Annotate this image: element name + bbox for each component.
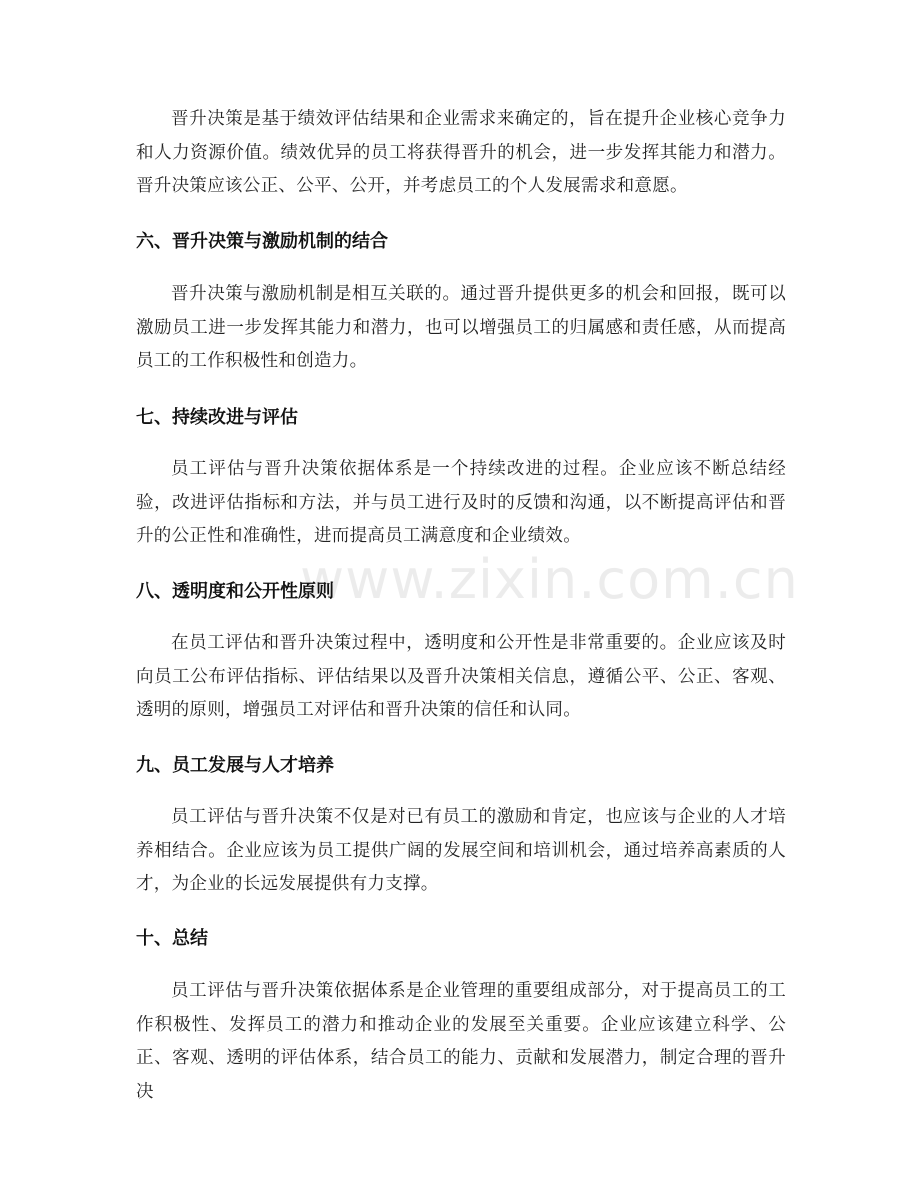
section-heading-7: 七、持续改进与评估 xyxy=(136,407,298,428)
section-paragraph-6: 晋升决策与激励机制是相互关联的。通过晋升提供更多的机会和回报，既可以激励员工进一步发挥其能力和潜力，也可以增强员工的归属感和责任感，从而提高员工的工作积极性和创造力。 xyxy=(136,284,786,371)
section-9-body xyxy=(136,801,786,902)
section-paragraph-9: 员工评估与晋升决策不仅是对已有员工的激励和肯定，也应该与企业的人才培养相结合。企业应该为员工提供广阔的发展空间和培训机会，通过培养高素质的人才，为企业的长远发展提供有力支撑。 xyxy=(136,807,786,894)
section-heading-6: 六、晋升决策与激励机制的结合 xyxy=(136,231,388,252)
watermark: www.zixin.com.cn xyxy=(300,548,799,611)
intro-block xyxy=(136,103,786,204)
section-paragraph-8: 在员工评估和晋升决策过程中，透明度和公开性是非常重要的。企业应该及时向员工公布评估指标、评估结果以及晋升决策相关信息，遵循公平、公正、客观、透明的原则，增强员工对评估和晋升决策的信任和认同。 xyxy=(136,633,786,720)
section-paragraph-10: 员工评估与晋升决策依据体系是企业管理的重要组成部分，对于提高员工的工作积极性、发挥员工的潜力和推动企业的发展至关重要。企业应该建立科学、公正、客观、透明的评估体系，结合员工的能力、贡献和发展潜力，制定合理的晋升决 xyxy=(136,981,786,1102)
section-heading-10: 十、总结 xyxy=(136,928,208,949)
section-10-body xyxy=(136,975,786,1109)
section-paragraph-7: 员工评估与晋升决策依据体系是一个持续改进的过程。企业应该不断总结经验，改进评估指标和方法，并与员工进行及时的反馈和沟通，以不断提高评估和晋升的公正性和准确性，进而提高员工满意度和企业绩效。 xyxy=(136,459,786,546)
section-9-heading-block xyxy=(136,753,786,779)
intro-paragraph: 晋升决策是基于绩效评估结果和企业需求来确定的，旨在提升企业核心竞争力和人力资源价值。绩效优异的员工将获得晋升的机会，进一步发挥其能力和潜力。晋升决策应该公正、公平、公开，并考虑员工的个人发展需求和意愿。 xyxy=(136,109,786,196)
section-7-heading-block xyxy=(136,405,786,431)
section-7-body xyxy=(136,453,786,554)
section-10-heading-block xyxy=(136,926,786,952)
section-6-body xyxy=(136,278,786,379)
section-8-heading-block xyxy=(136,579,786,605)
section-8-body xyxy=(136,627,786,728)
section-heading-9: 九、员工发展与人才培养 xyxy=(136,755,334,776)
section-6-heading-block xyxy=(136,229,786,255)
section-heading-8: 八、透明度和公开性原则 xyxy=(136,581,334,602)
